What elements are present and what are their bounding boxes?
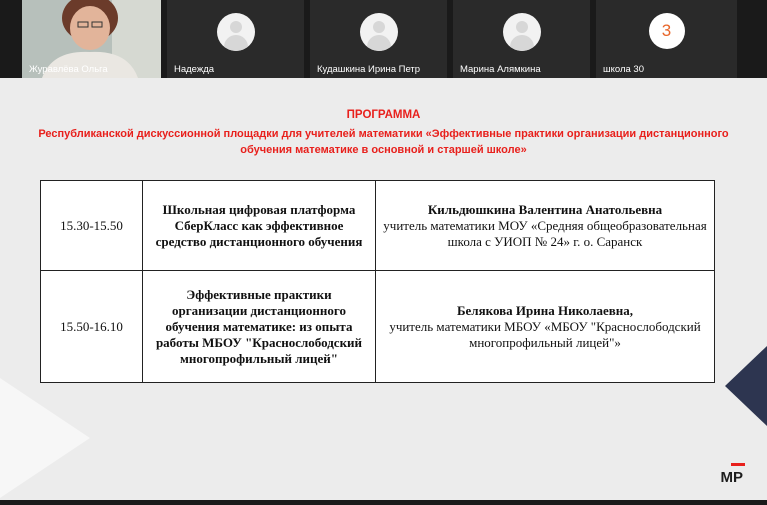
speaker-cell bbox=[376, 271, 715, 383]
speaker-name: Белякова Ирина Николаевна, bbox=[456, 302, 634, 318]
speaker-info: учитель математики МОУ «Средняя общеобразовательная школа с УИОП № 24» г. о. Саранск bbox=[383, 217, 707, 249]
speaker-cell bbox=[376, 181, 715, 271]
program-table bbox=[40, 180, 715, 383]
time-cell: 15.50-16.10 bbox=[41, 271, 143, 383]
topic-cell: Школьная цифровая платформа СберКласс как эффективное средство дистанционного обучения bbox=[143, 181, 376, 271]
participant-name: Марина Алямкина bbox=[460, 64, 541, 75]
participant-name: Кудашкина Ирина Петр bbox=[317, 64, 421, 75]
participant-tile-kudashkina[interactable] bbox=[310, 0, 447, 78]
slide-decoration-right bbox=[725, 346, 767, 426]
speaker-info: учитель математики МБОУ «МБОУ "Краснослободский многопрофильный лицей"» bbox=[389, 318, 701, 350]
table-row bbox=[41, 271, 715, 383]
user-avatar-icon bbox=[360, 13, 398, 51]
bottom-edge bbox=[0, 500, 767, 505]
participant-name: школа 30 bbox=[603, 64, 644, 75]
participant-tile-nadezhda[interactable] bbox=[167, 0, 304, 78]
mr-logo: МР bbox=[720, 469, 743, 486]
more-participants-badge: 3 bbox=[649, 13, 685, 49]
shared-slide bbox=[0, 78, 767, 500]
speaker-name: Кильдюшкина Валентина Анатольевна bbox=[427, 201, 663, 217]
user-avatar-icon bbox=[503, 13, 541, 51]
participant-name: Надежда bbox=[174, 64, 215, 75]
time-cell: 15.30-15.50 bbox=[41, 181, 143, 271]
participant-tile-more[interactable] bbox=[596, 0, 737, 78]
logo-accent-bar bbox=[731, 463, 745, 466]
participant-tile-zhuravleva[interactable] bbox=[22, 0, 161, 78]
topic-cell: Эффективные практики организации дистанционного обучения математике: из опыта работы МБОУ "Краснослободский многопрофильный лицей" bbox=[143, 271, 376, 383]
slide-decoration-left bbox=[0, 378, 90, 498]
user-avatar-icon bbox=[217, 13, 255, 51]
participant-name: Журавлёва Ольга bbox=[29, 64, 108, 75]
participant-tile-alyamkina[interactable] bbox=[453, 0, 590, 78]
participant-strip bbox=[0, 0, 767, 78]
slide-subtitle: Республиканской дискуссионной площадки для учителей математики «Эффективные практики организации дистанционного обучения математике в основной и старшей школе» bbox=[38, 128, 729, 156]
slide-title: ПРОГРАММА bbox=[346, 109, 421, 121]
table-row bbox=[41, 181, 715, 271]
